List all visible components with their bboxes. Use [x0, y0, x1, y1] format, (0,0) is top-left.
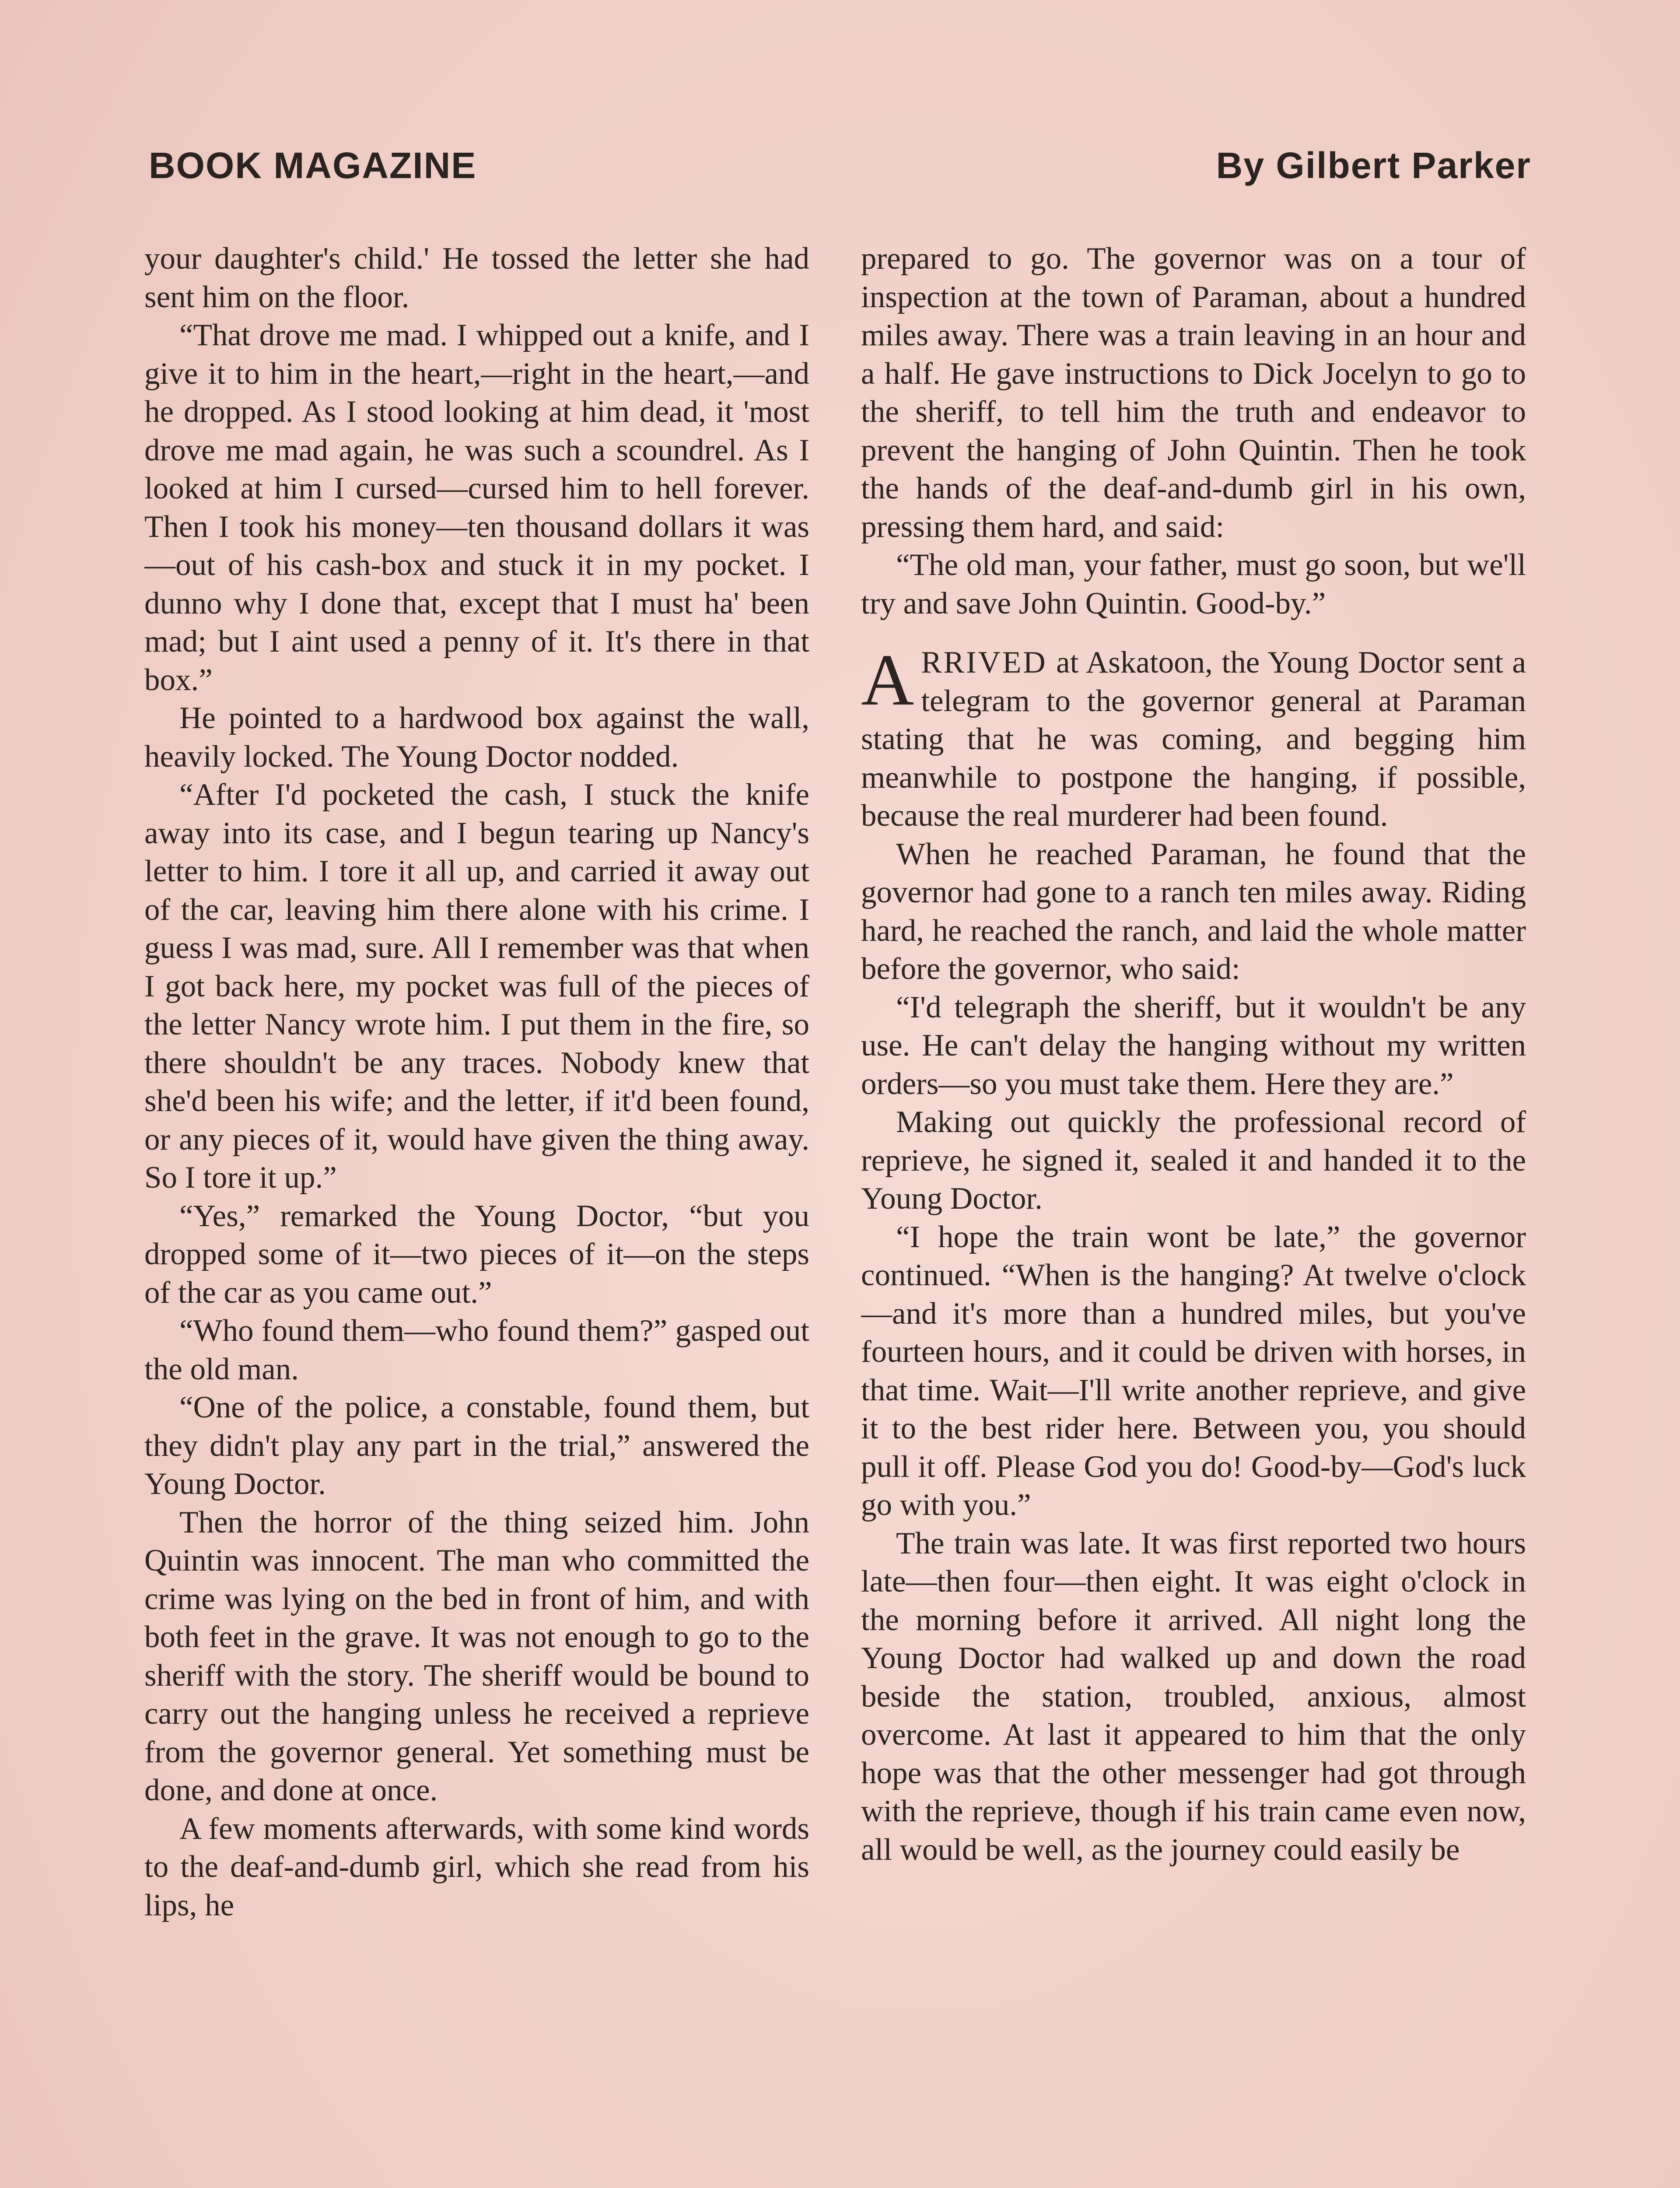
- paragraph-text: at Askatoon, the Young Doctor sent a telegram to the governor general at Paraman stating that he was coming, and begging him meanwhile to postpone the hanging, if possible, because the real murderer had been found.: [861, 645, 1526, 833]
- right-column: [861, 240, 1526, 2188]
- paragraph: “I'd telegraph the sheriff, but it wouldn't be any use. He can't delay the hanging without my written orders—so you must take them. Here they are.”: [861, 990, 1526, 1101]
- publication-title: BOOK MAGAZINE: [149, 145, 477, 186]
- paragraph: He pointed to a hardwood box against the wall, heavily locked. The Young Doctor nodded.: [144, 701, 809, 774]
- left-column: [144, 240, 809, 2188]
- paragraph: Making out quickly the professional record of reprieve, he signed it, sealed it and handed it to the Young Doctor.: [861, 1105, 1526, 1216]
- paragraph: A few moments afterwards, with some kind words to the deaf-and-dumb girl, which she read from his lips, he: [144, 1811, 809, 1922]
- paragraph: your daughter's child.' He tossed the letter she had sent him on the floor.: [144, 242, 809, 314]
- drop-cap: A: [861, 639, 914, 721]
- small-caps-lead: RRIVED: [921, 645, 1047, 680]
- paragraph: “Who found them—who found them?” gasped out the old man.: [144, 1314, 809, 1386]
- paragraph: When he reached Paraman, he found that the governor had gone to a ranch ten miles away. Riding hard, he reached the ranch, and laid the whole matter before the governor, who said:: [861, 837, 1526, 986]
- paragraph: “That drove me mad. I whipped out a knife, and I give it to him in the heart,—right in the heart,—and he dropped. As I stood looking at him dead, it 'most drove me mad again, he was such a scoundrel. As I looked at him I cursed—cursed him to hell forever. Then I took his money—ten thousand dollars it was—out of his cash-box and stuck it in my pocket. I dunno why I done that, except that I must ha' been mad; but I aint used a penny of it. It's there in that box.”: [144, 318, 809, 697]
- running-header: [149, 144, 1531, 197]
- paragraph: Then the horror of the thing seized him. John Quintin was innocent. The man who committed the crime was lying on the bed in front of him, and with both feet in the grave. It was not enough to go to the sheriff with the story. The sheriff would be bound to carry out the hanging unless he received a reprieve from the governor general. Yet something must be done, and done at once.: [144, 1505, 809, 1807]
- paragraph: “The old man, your father, must go soon, but we'll try and save John Quintin. Good-by.”: [861, 548, 1526, 621]
- paragraph: “I hope the train wont be late,” the governor continued. “When is the hanging? At twelve o'clock—and it's more than a hundred miles, but you've fourteen hours, and it could be driven with horses, in that time. Wait—I'll write another reprieve, and give it to the best rider here. Between you, you should pull it off. Please God you do! Good-by—God's luck go with you.”: [861, 1220, 1526, 1522]
- author-byline: By Gilbert Parker: [1216, 145, 1531, 186]
- section-opening-paragraph: [861, 639, 1526, 835]
- paragraph: “Yes,” remarked the Young Doctor, “but you dropped some of it—two pieces of it—on the steps of the car as you came out.”: [144, 1199, 809, 1310]
- paragraph: prepared to go. The governor was on a tour of inspection at the town of Paraman, about a hundred miles away. There was a train leaving in an hour and a half. He gave instructions to Dick Jocelyn to go to the sheriff, to tell him the truth and endeavor to prevent the hanging of John Quintin. Then he took the hands of the deaf-and-dumb girl in his own, pressing them hard, and said:: [861, 242, 1526, 544]
- paragraph: “After I'd pocketed the cash, I stuck the knife away into its case, and I begun tearing up Nancy's letter to him. I tore it all up, and carried it away out of the car, leaving him there alone with his crime. I guess I was mad, sure. All I remember was that when I got back here, my pocket was full of the pieces of the letter Nancy wrote him. I put them in the fire, so there shouldn't be any traces. Nobody knew that she'd been his wife; and the letter, if it'd been found, or any pieces of it, would have given the thing away. So I tore it up.”: [144, 778, 809, 1195]
- paragraph: “One of the police, a constable, found them, but they didn't play any part in the trial,” answered the Young Doctor.: [144, 1390, 809, 1501]
- paragraph: The train was late. It was first reported two hours late—then four—then eight. It was eight o'clock in the morning before it arrived. All night long the Young Doctor had walked up and down the road beside the station, troubled, anxious, almost overcome. At last it appeared to him that the only hope was that the other messenger had got through with the reprieve, though if his train came even now, all would be well, as the journey could easily be: [861, 1526, 1526, 1867]
